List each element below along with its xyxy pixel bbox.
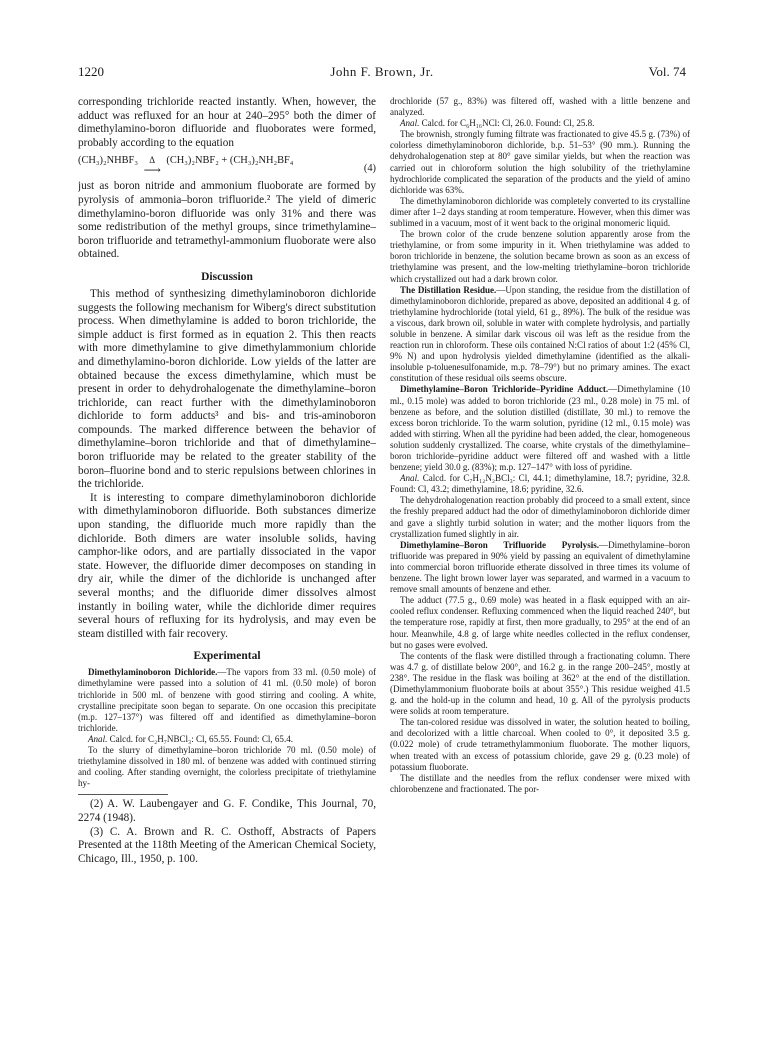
page-header bbox=[78, 64, 686, 80]
equation-reactant: (CH₃)₂NHBF₃ bbox=[78, 155, 138, 167]
paragraph: corresponding trichloride reacted instantly. When, however, the adduct was refluxed for an hour at 240–295° both the dimer of dimethylamino-boron difluoride and fluoborates were formed, probably according to the equation bbox=[78, 96, 376, 149]
equation-products: (CH₃)₂NBF₂ + (CH₃)₂NH₂BF₄ bbox=[166, 155, 294, 167]
paragraph: The distillate and the needles from the reflux condenser were mixed with chlorobenzene and fractionated. The por- bbox=[390, 772, 690, 794]
run-in-heading: Dimethylamine–Boron Trichloride–Pyridine Adduct. bbox=[400, 384, 609, 395]
paragraph: Dimethylaminoboron Dichloride.—The vapors from 33 ml. (0.50 mole) of dimethylamine were passed into a solution of 41 ml. (0.50 mole) of boron trichloride in 500 ml. of benzene with good stirring and cooling. A white, crystalline precipitate soon began to separate. On one occasion this precipitate (m.p. 127–137°) was filtered off and identified as dimethylamine–boron trichloride. bbox=[78, 667, 376, 733]
paragraph: The brown color of the crude benzene solution apparently arose from the triethylamine, or from some impurity in it. When triethylamine was added to boron trichloride in benzene, the solution became brown as soon as an excess of triethylamine was present, and the low-melting triethylamine–boron trichloride which crystallized out had a dark brown color. bbox=[390, 229, 690, 284]
footnote-divider bbox=[78, 794, 168, 795]
paragraph: Anal. Calcd. for C₂H₇NBCl₃: Cl, 65.55. Found: Cl, 65.4. bbox=[88, 733, 293, 744]
paragraph: just as boron nitride and ammonium fluoborate are formed by pyrolysis of ammonia–boron trifluoride.² The yield of dimeric dimethylamino-boron difluoride was only 31% and there was some redistribution of the methyl groups, since trimethylamine–boron trifluoride and tetramethyl-ammonium fluoborate were also obtained. bbox=[78, 180, 376, 261]
run-in-heading: The Distillation Residue. bbox=[400, 284, 497, 295]
delta-symbol: Δ bbox=[149, 155, 156, 166]
volume-label: Vol. 74 bbox=[648, 64, 686, 79]
footnote: (3) C. A. Brown and R. C. Osthoff, Abstracts of Papers Presented at the 118th Meeting of the American Chemical Society, Chicago, Ill., 1950, p. 100. bbox=[78, 825, 376, 865]
paragraph: The dehydrohalogenation reaction probably did proceed to a small extent, since the freshly prepared adduct had the odor of dimethylaminoboron dichloride dimer and gave a slightly turbid solution in water; and the mother liquors from the crystallization fumed slightly in air. bbox=[390, 495, 690, 539]
section-heading-experimental: Experimental bbox=[193, 650, 261, 663]
run-in-heading: Dimethylamine–Boron Trifluoride Pyrolysis. bbox=[400, 539, 600, 550]
anal-label: Anal. bbox=[400, 118, 420, 129]
paragraph: Anal. Calcd. for C₆H₁₆NCl: Cl, 26.0. Found: Cl, 25.8. bbox=[400, 118, 595, 129]
page-number: 1220 bbox=[78, 64, 104, 79]
footnote: (2) A. W. Laubengayer and G. F. Condike, This Journal, 70, 2274 (1948). bbox=[78, 798, 376, 824]
paragraph: To the slurry of dimethylamine–boron trichloride 70 ml. (0.50 mole) of triethylamine dissolved in 180 ml. of benzene was added with continued stirring and cooling. After standing overnight, the colorless precipitate of triethylamine hy- bbox=[78, 745, 376, 789]
running-title: John F. Brown, Jr. bbox=[330, 64, 434, 79]
anal-label: Anal. bbox=[88, 733, 108, 744]
right-column bbox=[390, 96, 690, 1046]
left-column bbox=[78, 96, 376, 986]
equation-number: (4) bbox=[363, 163, 376, 175]
section-heading-discussion: Discussion bbox=[201, 270, 253, 283]
paragraph: Dimethylamine–Boron Trichloride–Pyridine Adduct.—Dimethylamine (10 ml., 0.15 mole) was added to boron trichloride (23 ml., 0.28 mole) in 75 ml. of benzene as before, and the solution distilled (distillate, 30 ml.) to remove the excess boron trichloride. To the warm solution, pyridine (12 ml., 0.15 mole) was added with stirring. When all the pyridine had been added, the clear, homogeneous solution suddenly crystallized. The coarse, white crystals of the dimethylamine–boron trichloride–pyridine adduct were filtered off and washed with a little benzene; yield 30.0 g. (83%); m.p. 127–147° with loss of pyridine. bbox=[390, 384, 690, 473]
anal-label: Anal. bbox=[400, 473, 420, 484]
paragraph: Dimethylamine–Boron Trifluoride Pyrolysis.—Dimethylamine–boron trifluoride was prepared in 90% yield by passing an equivalent of dimethylamine into commercial boron trifluoride etherate dissolved in three times its volume of benzene. The light brown lower layer was separated, and warmed in a vacuum to remove small amounts of benzene and ether. bbox=[390, 539, 690, 595]
paragraph: The brownish, strongly fuming filtrate was fractionated to give 45.5 g. (73%) of colorless dimethylaminoboron dichloride, b.p. 51–53° (90 mm.). Running the dehydrohalogenation step at 80° gave similar yields, but when the reaction was carried out in chloroform solution the high solubility of the triethylamine hydrochloride complicated the separation of the products and the yield of amino dichloride was 63%. bbox=[390, 129, 690, 195]
paragraph: The adduct (77.5 g., 0.69 mole) was heated in a flask equipped with an air-cooled reflux condenser. Refluxing commenced when the liquid reached 240°, but the temperature rose, rapidly at first, then more gradually, to 295° at the end of an hour. Meanwhile, 4.8 g. of large white needles collected in the reflux condenser, but no gases were evolved. bbox=[390, 595, 690, 650]
paragraph: Anal. Calcd. for C₇H₁₂N₂BCl₃: Cl, 44.1; dimethylamine, 18.7; pyridine, 32.8. Found: Cl, 43.2; dimethylamine, 18.6; pyridine, 32.6. bbox=[390, 473, 690, 495]
equation-4 bbox=[78, 154, 376, 176]
paragraph: The Distillation Residue.—Upon standing, the residue from the distillation of dimethylaminoboron dichloride, prepared as above, deposited an additional 4 g. of triethylamine hydrochloride (total yield, 61 g., 89%). The bulk of the residue was a viscous, dark brown oil, soluble in water with complete hydrolysis, and partially soluble in benzene. A similar dark viscous oil was left as the residue from the reaction run in chloroform. These oils contained N:Cl ratios of about 1:2 (45% Cl, 9% N) and upon hydrolysis yielded dimethylamine (identified as the alkali-insoluble p-toluenesulfonamide, m.p. 78–79°) but no primary amines. The exact constitution of these residual oils seems obscure. bbox=[390, 284, 690, 384]
reaction-arrow-icon: Δ ⟶ bbox=[143, 155, 161, 178]
paragraph: It is interesting to compare dimethylaminoboron dichloride with dimethylaminoboron difluoride. Both substances dimerize upon standing, the difluoride much more rapidly than the dichloride. Both dimers are water insoluble solids, having camphor-like odors, and are partially dissociated in the vapor state. However, the difluoride dimer decomposes on standing in dry air, while the dimer of the dichloride is unchanged after several months; and the difluoride dimer dissolves almost instantly in boiling water, while the dichloride dimer requires several hours of refluxing for its hydrolysis, and may even be steam distilled with fair recovery. bbox=[78, 491, 376, 640]
paragraph: The tan-colored residue was dissolved in water, the solution heated to boiling, and decolorized with a little charcoal. When cooled to 0°, it deposited 3.5 g. (0.022 mole) of crude tetramethylammonium fluoborate. The mother liquors, when treated with an excess of potassium chloride, gave 29 g. (0.23 mole) of potassium fluoborate. bbox=[390, 717, 690, 772]
paragraph: drochloride (57 g., 83%) was filtered off, washed with a little benzene and analyzed. bbox=[390, 96, 690, 118]
run-in-heading: Dimethylaminoboron Dichloride. bbox=[88, 667, 218, 678]
paragraph: The dimethylaminoboron dichloride was completely converted to its crystalline dimer after 1–2 days standing at room temperature. However, when this dimer was sublimed in a vacuum, most of it went back to the original monomeric liquid. bbox=[390, 195, 690, 229]
paragraph: The contents of the flask were distilled through a fractionating column. There was 4.7 g. of distillate below 200°, and 16.2 g. in the range 200–245°, mostly at 238°. The residue in the flask was boiling at 362° at the end of the distillation. (Dimethylammonium fluoborate boils at about 355°.) This residue weighed 41.5 g. and the hold-up in the column and head, 10 g. All of the pyrolysis products were solids at room temperature. bbox=[390, 650, 690, 717]
paragraph: This method of synthesizing dimethylaminoboron dichloride suggests the following mechanism for Wiberg's direct substitution process. When dimethylamine is added to boron trichloride, the simple adduct is first formed as in equation 2. This then reacts with more dimethylamine to give dimethylammonium chloride and dimethylamino-boron dichloride. Low yields of the latter are obtained because the excess dimethylamine, which must be present in order to dehydrohalogenate the dimethylamine–boron trichloride, can react further with the dimethylaminoboron dichloride to form adducts³ and bis- and tris-aminoboron compounds. The marked difference between the behavior of dimethylamine–boron trichloride and that of dimethylamine–boron trifluoride may be related to the greater stability of the boron–fluorine bond and to steric repulsions between chlorines in the trichloride. bbox=[78, 287, 376, 491]
